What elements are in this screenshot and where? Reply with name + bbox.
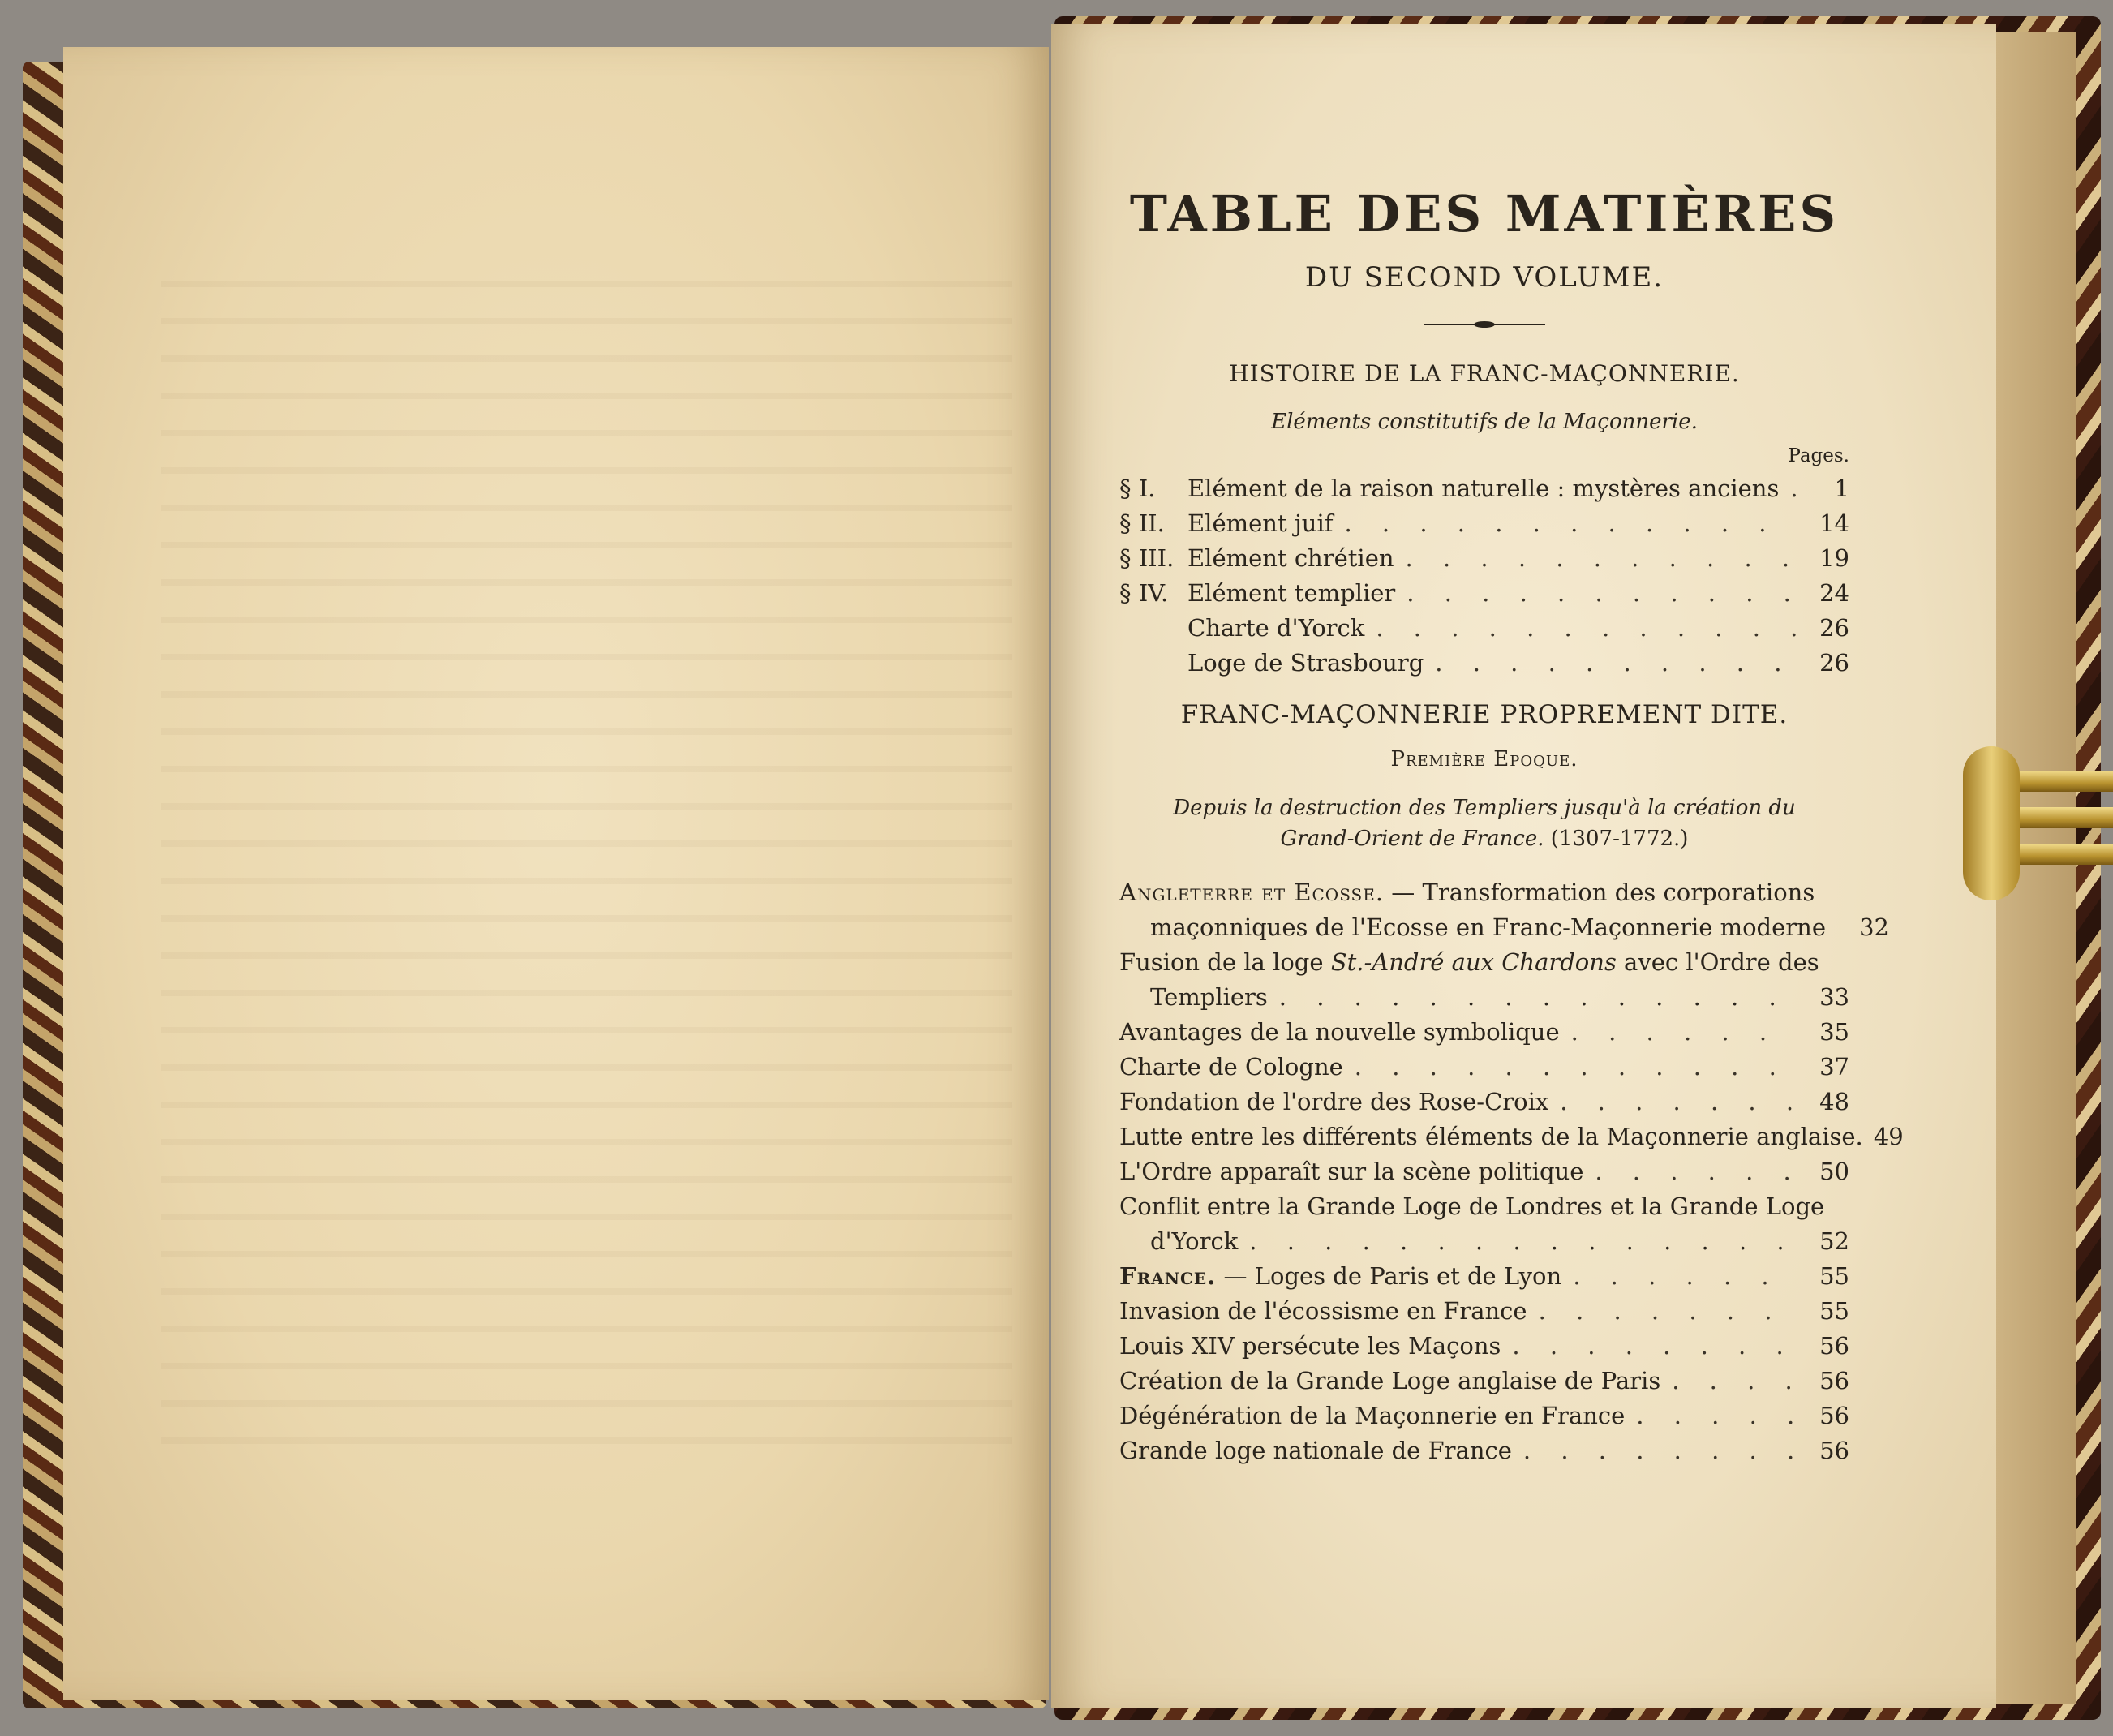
toc-label: Elément chrétien (1187, 544, 1394, 573)
brass-clasp (1963, 746, 2113, 900)
toc-row (1119, 1294, 1849, 1329)
toc-page-number: 48 (1819, 1088, 1849, 1116)
toc-page-number: 26 (1819, 614, 1849, 642)
toc-row (1119, 1154, 1849, 1189)
toc-page-number: 49 (1873, 1123, 1904, 1151)
entry-text: Templiers (1150, 983, 1268, 1012)
leader-dots (1376, 611, 1797, 646)
epoch-desc-line: Depuis la destruction des Templiers jusqu'à la création du (1173, 796, 1796, 821)
pages-column-label: Pages. (1788, 445, 1849, 467)
toc-label: Invasion de l'écossisme en France (1119, 1297, 1527, 1326)
toc-page-number: 26 (1819, 649, 1849, 677)
toc-list (1119, 471, 1849, 681)
page-subtitle: DU SECOND VOLUME. (1304, 261, 1664, 294)
section-heading: FRANC-MAÇONNERIE PROPREMENT DITE. (1180, 700, 1789, 730)
toc-row (1119, 471, 1849, 506)
toc-row (1119, 1015, 1849, 1050)
toc-entries (1119, 875, 1904, 1468)
toc-page-number: 14 (1819, 509, 1849, 538)
toc-mark: § I. (1119, 475, 1156, 503)
toc-page-number: 33 (1819, 983, 1849, 1012)
toc-row (1119, 646, 1849, 681)
toc-row (1119, 611, 1849, 646)
toc-page-number: 56 (1819, 1332, 1849, 1360)
toc-page-number: 55 (1819, 1262, 1849, 1291)
epoch-heading: Première Epoque. (1390, 747, 1578, 772)
toc-page-number: 52 (1819, 1227, 1849, 1256)
toc-row (1119, 1085, 1849, 1119)
country-heading: Angleterre et Ecosse. (1119, 879, 1385, 907)
toc-row (1119, 506, 1849, 541)
toc-page-number: 50 (1819, 1158, 1849, 1186)
show-through-text (161, 258, 1012, 1475)
section-subheading: Eléments constitutifs de la Maçonnerie. (1271, 410, 1698, 435)
leader-dots (1512, 1329, 1797, 1364)
toc-row (1119, 1119, 1904, 1154)
toc-content (1119, 184, 1904, 1468)
leader-dots (1539, 1294, 1797, 1329)
entry-text: Conflit entre la Grande Loge de Londres et la Grande Loge (1119, 1192, 1825, 1221)
toc-label: Elément juif (1187, 509, 1334, 538)
entry-text: — Transformation des corporations (1384, 879, 1815, 907)
leader-dots (1560, 1085, 1797, 1119)
toc-label: Création de la Grande Loge anglaise de Paris (1119, 1367, 1661, 1395)
leader-dots (1355, 1050, 1797, 1085)
toc-page-number: 55 (1819, 1297, 1849, 1326)
toc-label: Dégénération de la Maçonnerie en France (1119, 1402, 1626, 1430)
toc-label: Elément de la raison naturelle : mystères anciens (1187, 475, 1780, 503)
entry-text: Fusion de la loge (1119, 948, 1331, 977)
toc-mark: § III. (1119, 544, 1175, 573)
toc-page-number: 24 (1819, 579, 1849, 608)
leader-dots (1249, 1224, 1797, 1259)
toc-page-number: 35 (1819, 1018, 1849, 1046)
toc-row (1119, 1433, 1849, 1468)
toc-row (1119, 576, 1849, 611)
leader-dots (1345, 506, 1798, 541)
leader-dots (1573, 1259, 1797, 1294)
toc-row (1119, 1364, 1849, 1399)
toc-page-number: 19 (1819, 544, 1849, 573)
toc-mark: § II. (1119, 509, 1165, 538)
toc-label: L'Ordre apparaît sur la scène politique (1119, 1158, 1584, 1186)
toc-label: Fondation de l'ordre des Rose-Croix (1119, 1088, 1549, 1116)
entry-text: maçonniques de l'Ecosse en Franc-Maçonnerie moderne (1150, 913, 1826, 942)
entry-text: — Loges de Paris et de Lyon (1216, 1262, 1562, 1291)
toc-label: Grande loge nationale de France (1119, 1437, 1512, 1465)
leader-dots (1523, 1433, 1797, 1468)
epoch-desc-line: Grand-Orient de France. (1280, 827, 1544, 852)
toc-label: Louis XIV persécute les Maçons (1119, 1332, 1501, 1360)
toc-label: Charte de Cologne (1119, 1053, 1343, 1081)
epoch-years: (1307-1772.) (1550, 827, 1689, 852)
epoch-description (1119, 793, 1849, 854)
toc-row (1119, 1329, 1849, 1364)
toc-label: Loge de Strasbourg (1187, 649, 1424, 677)
toc-page-number: 56 (1819, 1367, 1849, 1395)
ornament-divider (1424, 321, 1545, 328)
toc-page-number: 37 (1819, 1053, 1849, 1081)
clasp-body (1963, 746, 2020, 900)
toc-entry (1119, 945, 1849, 1015)
leader-dots (1571, 1015, 1797, 1050)
toc-page-number: 56 (1819, 1437, 1849, 1465)
toc-row (1119, 541, 1849, 576)
entry-text: d'Yorck (1150, 1227, 1239, 1256)
toc-label: Avantages de la nouvelle symbolique (1119, 1018, 1560, 1046)
entry-text-italic: St.-André aux Chardons (1330, 948, 1617, 977)
leader-dots (1636, 1399, 1797, 1433)
toc-page-number: 56 (1819, 1402, 1849, 1430)
leader-dots (1595, 1154, 1797, 1189)
toc-entry (1119, 1189, 1849, 1259)
leader-dots (1672, 1364, 1797, 1399)
toc-row (1119, 1050, 1849, 1085)
section-heading: HISTOIRE DE LA FRANC-MAÇONNERIE. (1229, 360, 1740, 388)
blank-left-page (63, 47, 1049, 1700)
leader-dots (1435, 646, 1797, 681)
toc-row (1119, 1399, 1849, 1433)
toc-entry (1119, 875, 1889, 945)
entry-text: avec l'Ordre des (1616, 948, 1819, 977)
toc-label: Lutte entre les différents éléments de la Maçonnerie anglaise. (1119, 1123, 1863, 1151)
leader-dots (1790, 471, 1797, 506)
toc-page-number: 32 (1859, 913, 1889, 942)
toc-page-number: 1 (1834, 475, 1849, 503)
toc-mark: § IV. (1119, 579, 1169, 608)
country-heading: France. (1119, 1262, 1217, 1291)
toc-label: Elément templier (1187, 579, 1396, 608)
leader-dots (1406, 541, 1797, 576)
page-title: TABLE DES MATIÈRES (1129, 184, 1840, 243)
leader-dots (1279, 980, 1797, 1015)
leader-dots (1407, 576, 1797, 611)
toc-label: Charte d'Yorck (1187, 614, 1365, 642)
toc-row (1119, 1259, 1849, 1294)
